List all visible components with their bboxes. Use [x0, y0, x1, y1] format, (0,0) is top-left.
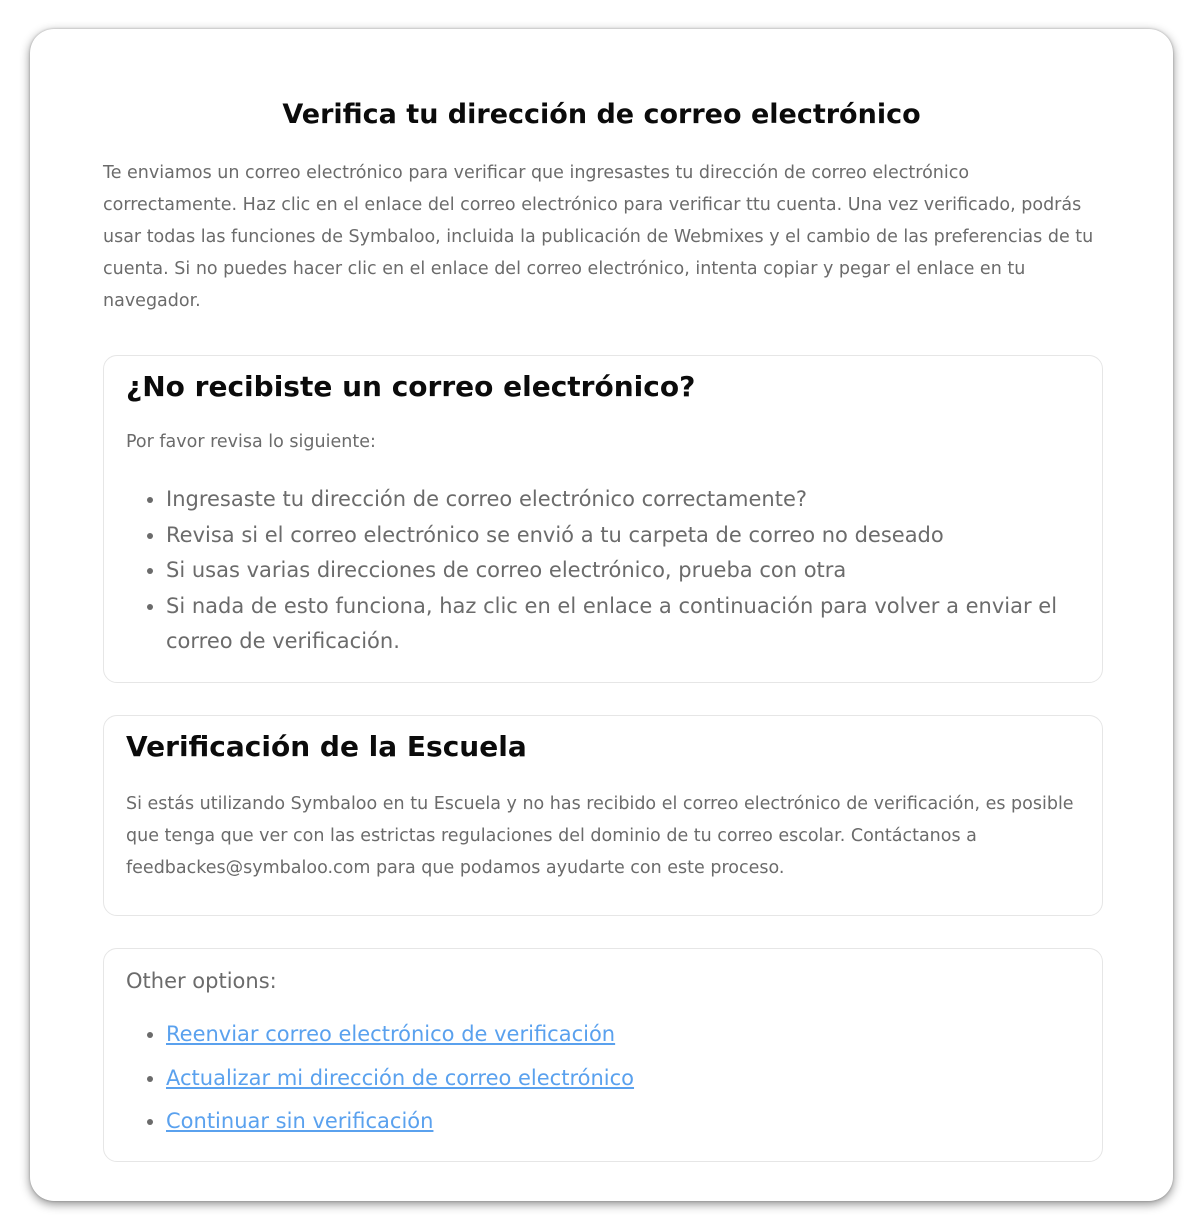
resend-verification-link[interactable]: Reenviar correo electrónico de verificación: [166, 1022, 616, 1046]
other-options-label: Other options:: [126, 969, 277, 993]
verification-modal: [30, 29, 1173, 1201]
list-item: [166, 1013, 634, 1057]
page-title: Verifica tu dirección de correo electrónico: [282, 99, 921, 130]
school-verification-card: [103, 715, 1103, 916]
list-item: • Ingresaste tu dirección de correo electrónico correctamente?: [166, 482, 1076, 518]
list-item: • Si usas varias direcciones de correo electrónico, prueba con otra: [166, 553, 1076, 589]
continue-without-verification-link[interactable]: Continuar sin verificación: [166, 1109, 434, 1133]
list-item: [166, 1057, 634, 1101]
intro-text: Te enviamos un correo electrónico para verificar que ingresastes tu dirección de correo electrónico correctamente. Haz clic en el enlace del correo electrónico para verificar ttu cuenta. Una vez verificado, podrás usar todas las funciones de Symbaloo, incluida la publicación de Webmixes y el cambio de las preferencias de tu cuenta. Si no puedes hacer clic en el enlace del correo electrónico, intenta copiar y pegar el enlace en tu navegador.: [103, 163, 1094, 311]
checklist: [126, 482, 1076, 660]
no-email-heading: ¿No recibiste un correo electrónico?: [126, 370, 696, 403]
update-email-link[interactable]: Actualizar mi dirección de correo electrónico: [166, 1065, 635, 1090]
other-options-list: [126, 1013, 634, 1144]
other-options-card: [103, 948, 1103, 1162]
no-email-subtitle: Por favor revisa lo siguiente:: [126, 432, 376, 452]
list-item: • Si nada de esto funciona, haz clic en el enlace a continuación para volver a enviar el correo de verificación.: [166, 589, 1076, 660]
list-item: • Revisa si el correo electrónico se envió a tu carpeta de correo no deseado: [166, 518, 1076, 554]
school-heading: Verificación de la Escuela: [126, 730, 527, 763]
list-item: [166, 1100, 634, 1144]
no-email-card: [103, 355, 1103, 683]
school-text: Si estás utilizando Symbaloo en tu Escuela y no has recibido el correo electrónico de verificación, es posible que tenga que ver con las estrictas regulaciones del dominio de tu correo escolar. Contáctanos a feedbackes@symbaloo.com para que podamos ayudarte con este proceso.: [126, 794, 1074, 878]
